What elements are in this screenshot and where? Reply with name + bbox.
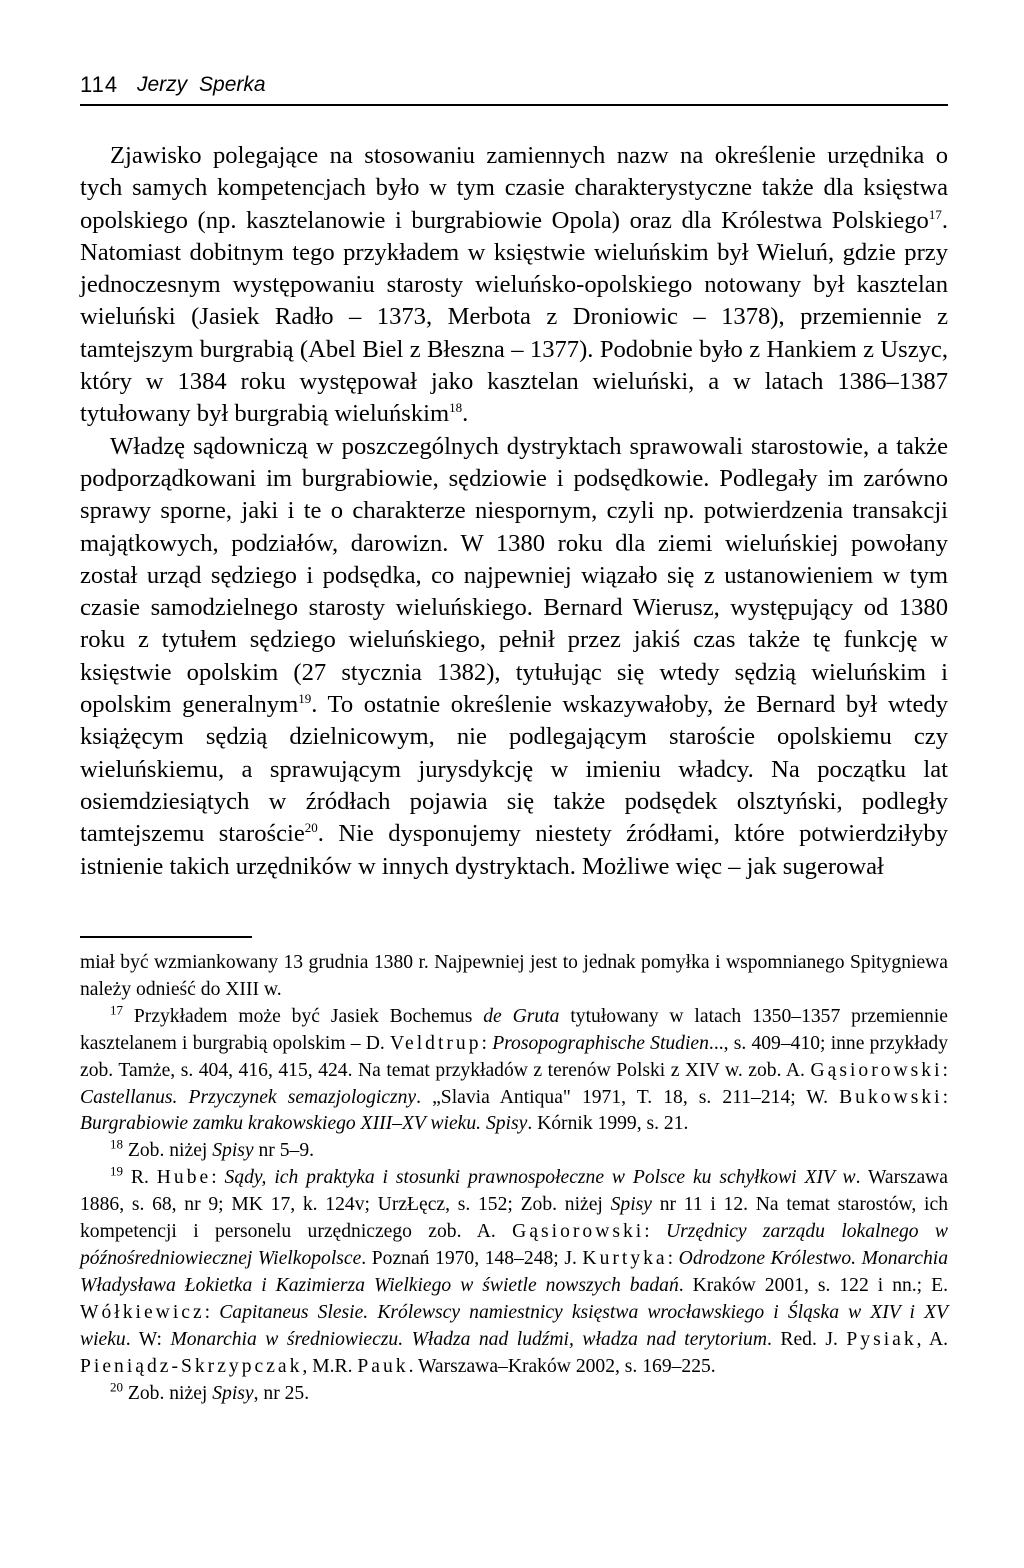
footnote-continuation: miał być wzmiankowany 13 grudnia 1380 r. Najpewniej jest to jednak pomyłka i wspomnianego Spitygniewa należy odnieść do XIII w.	[80, 952, 948, 1000]
page-number: 114	[80, 72, 119, 97]
page-header	[80, 66, 948, 106]
running-head: Jerzy Sperka	[137, 73, 266, 96]
footnote-ref[interactable]: 19	[298, 690, 312, 706]
paragraph: Władzę sądowniczą w poszczególnych dystryktach sprawowali starostowie, a także podporządkowani im burgrabiowie, sędziowie i podsędkowie. Podlegały im zarówno sprawy sporne, jaki i te o charakterze niespornym, czyli np. potwierdzenia transakcji majątkowych, podziałów, darowizn. W 1380 roku dla ziemi wieluńskiej powołany został urząd sędziego i podsędka, co najpewniej wiązało się z ustanowieniem w tym czasie samodzielnego starosty wieluńskiego. Bernard Wierusz, występujący od 1380 roku z tytułem sędziego wieluńskiego, pełnił przez jakiś czas także tę funkcję w księstwie opolskim (27 stycznia 1382), tytułując się wtedy sędzią wieluńskim i opolskim generalnym$^{19}$. To ostatnie określenie wskazywałoby, że Bernard był wtedy książęcym sędzią dzielnicowym, nie podlegającym staroście opolskiemu czy wieluńskiemu, a sprawującym jurysdykcję w imieniu władcy. Na początku lat osiemdziesiątych w źródłach pojawia się także podsędek olsztyński, podległy tamtejszemu staroście$^{20}$. Nie dysponujemy niestety źródłami, które potwierdziłyby istnienie takich urzędników w innych dystryktach. Możliwe więc – jak sugerował	[80, 432, 948, 880]
footnote-17: $^{17}$ Przykładem może być Jasiek Bochemus de Gruta tytułowany w latach 1350–1357 przemiennie kasztelanem i burgrabią opolskim – D. Veldtrup: Prosopographische Studien..., s. 409–410; inne przykłady zob. Tamże, s. 404, 416, 415, 424. Na temat przykładów z terenów Polski z XIV w. zob. A. Gąsiorowski: Castellanus. Przyczynek semazjologiczny. „Slavia Antiqua" 1971, T. 18, s. 211–214; W. Bukowski: Burgrabiowie zamku krakowskiego XIII–XV wieku. Spisy. Kórnik 1999, s. 21.	[80, 1002, 949, 1135]
footnote-19: $^{19}$ R. Hube: Sądy, ich praktyka i stosunki prawnospołeczne w Polsce ku schyłkowi XIV w. Warszawa 1886, s. 68, nr 9; MK 17, k. 124v; UrzŁęcz, s. 152; Zob. niżej Spisy nr 11 i 12. Na temat starostów, ich kompetencji i personelu urzędniczego zob. A. Gąsiorowski: Urzędnicy zarządu lokalnego w późnośredniowiecznej Wielkopolsce. Poznań 1970, 148–248; J. Kurtyka: Odrodzone Królestwo. Monarchia Władysława Łokietka i Kazimierza Wielkiego w świetle nowszych badań. Kraków 2001, s. 122 i nn.; E. Wółkiewicz: Capitaneus Slesie. Królewscy namiestnicy księstwa wrocławskiego i Śląska w XIV i XV wieku. W: Monarchia w średniowieczu. Władza nad ludźmi, władza nad terytorium. Red. J. Pysiak, A. Pieniądz-Skrzypczak, M.R. Pauk. Warszawa–Kraków 2002, s. 169–225.	[80, 1163, 949, 1377]
footnote-ref[interactable]: 18	[449, 400, 463, 416]
main-text	[80, 140, 948, 883]
footnotes	[80, 950, 948, 1407]
footnote-20: $^{20}$ Zob. niżej Spisy, nr 25.	[110, 1378, 310, 1404]
footnote-ref[interactable]: 20	[304, 820, 318, 836]
footnote-separator	[80, 936, 252, 938]
footnote-18: $^{18}$ Zob. niżej Spisy nr 5–9.	[110, 1136, 315, 1162]
footnote-ref[interactable]: 17	[928, 206, 942, 222]
paragraph: Zjawisko polegające na stosowaniu zamiennych nazw na określenie urzędnika o tych samych kompetencjach było w tym czasie charakterystyczne także dla księstwa opolskiego (np. kasztelanowie i burgrabiowie Opola) oraz dla Królestwa Polskiego$^{17}$. Natomiast dobitnym tego przykładem w księstwie wieluńskim był Wieluń, gdzie przy jednoczesnym występowaniu starosty wieluńsko-opolskiego notowany był kasztelan wieluński (Jasiek Radło – 1373, Merbota z Droniowic – 1378), przemiennie z tamtejszym burgrabią (Abel Biel z Błeszna – 1377). Podobnie było z Hankiem z Uszyc, który w 1384 roku występował jako kasztelan wieluński, a w latach 1386–1387 tytułowany był burgrabią wieluńskim$^{18}$.	[80, 142, 948, 428]
